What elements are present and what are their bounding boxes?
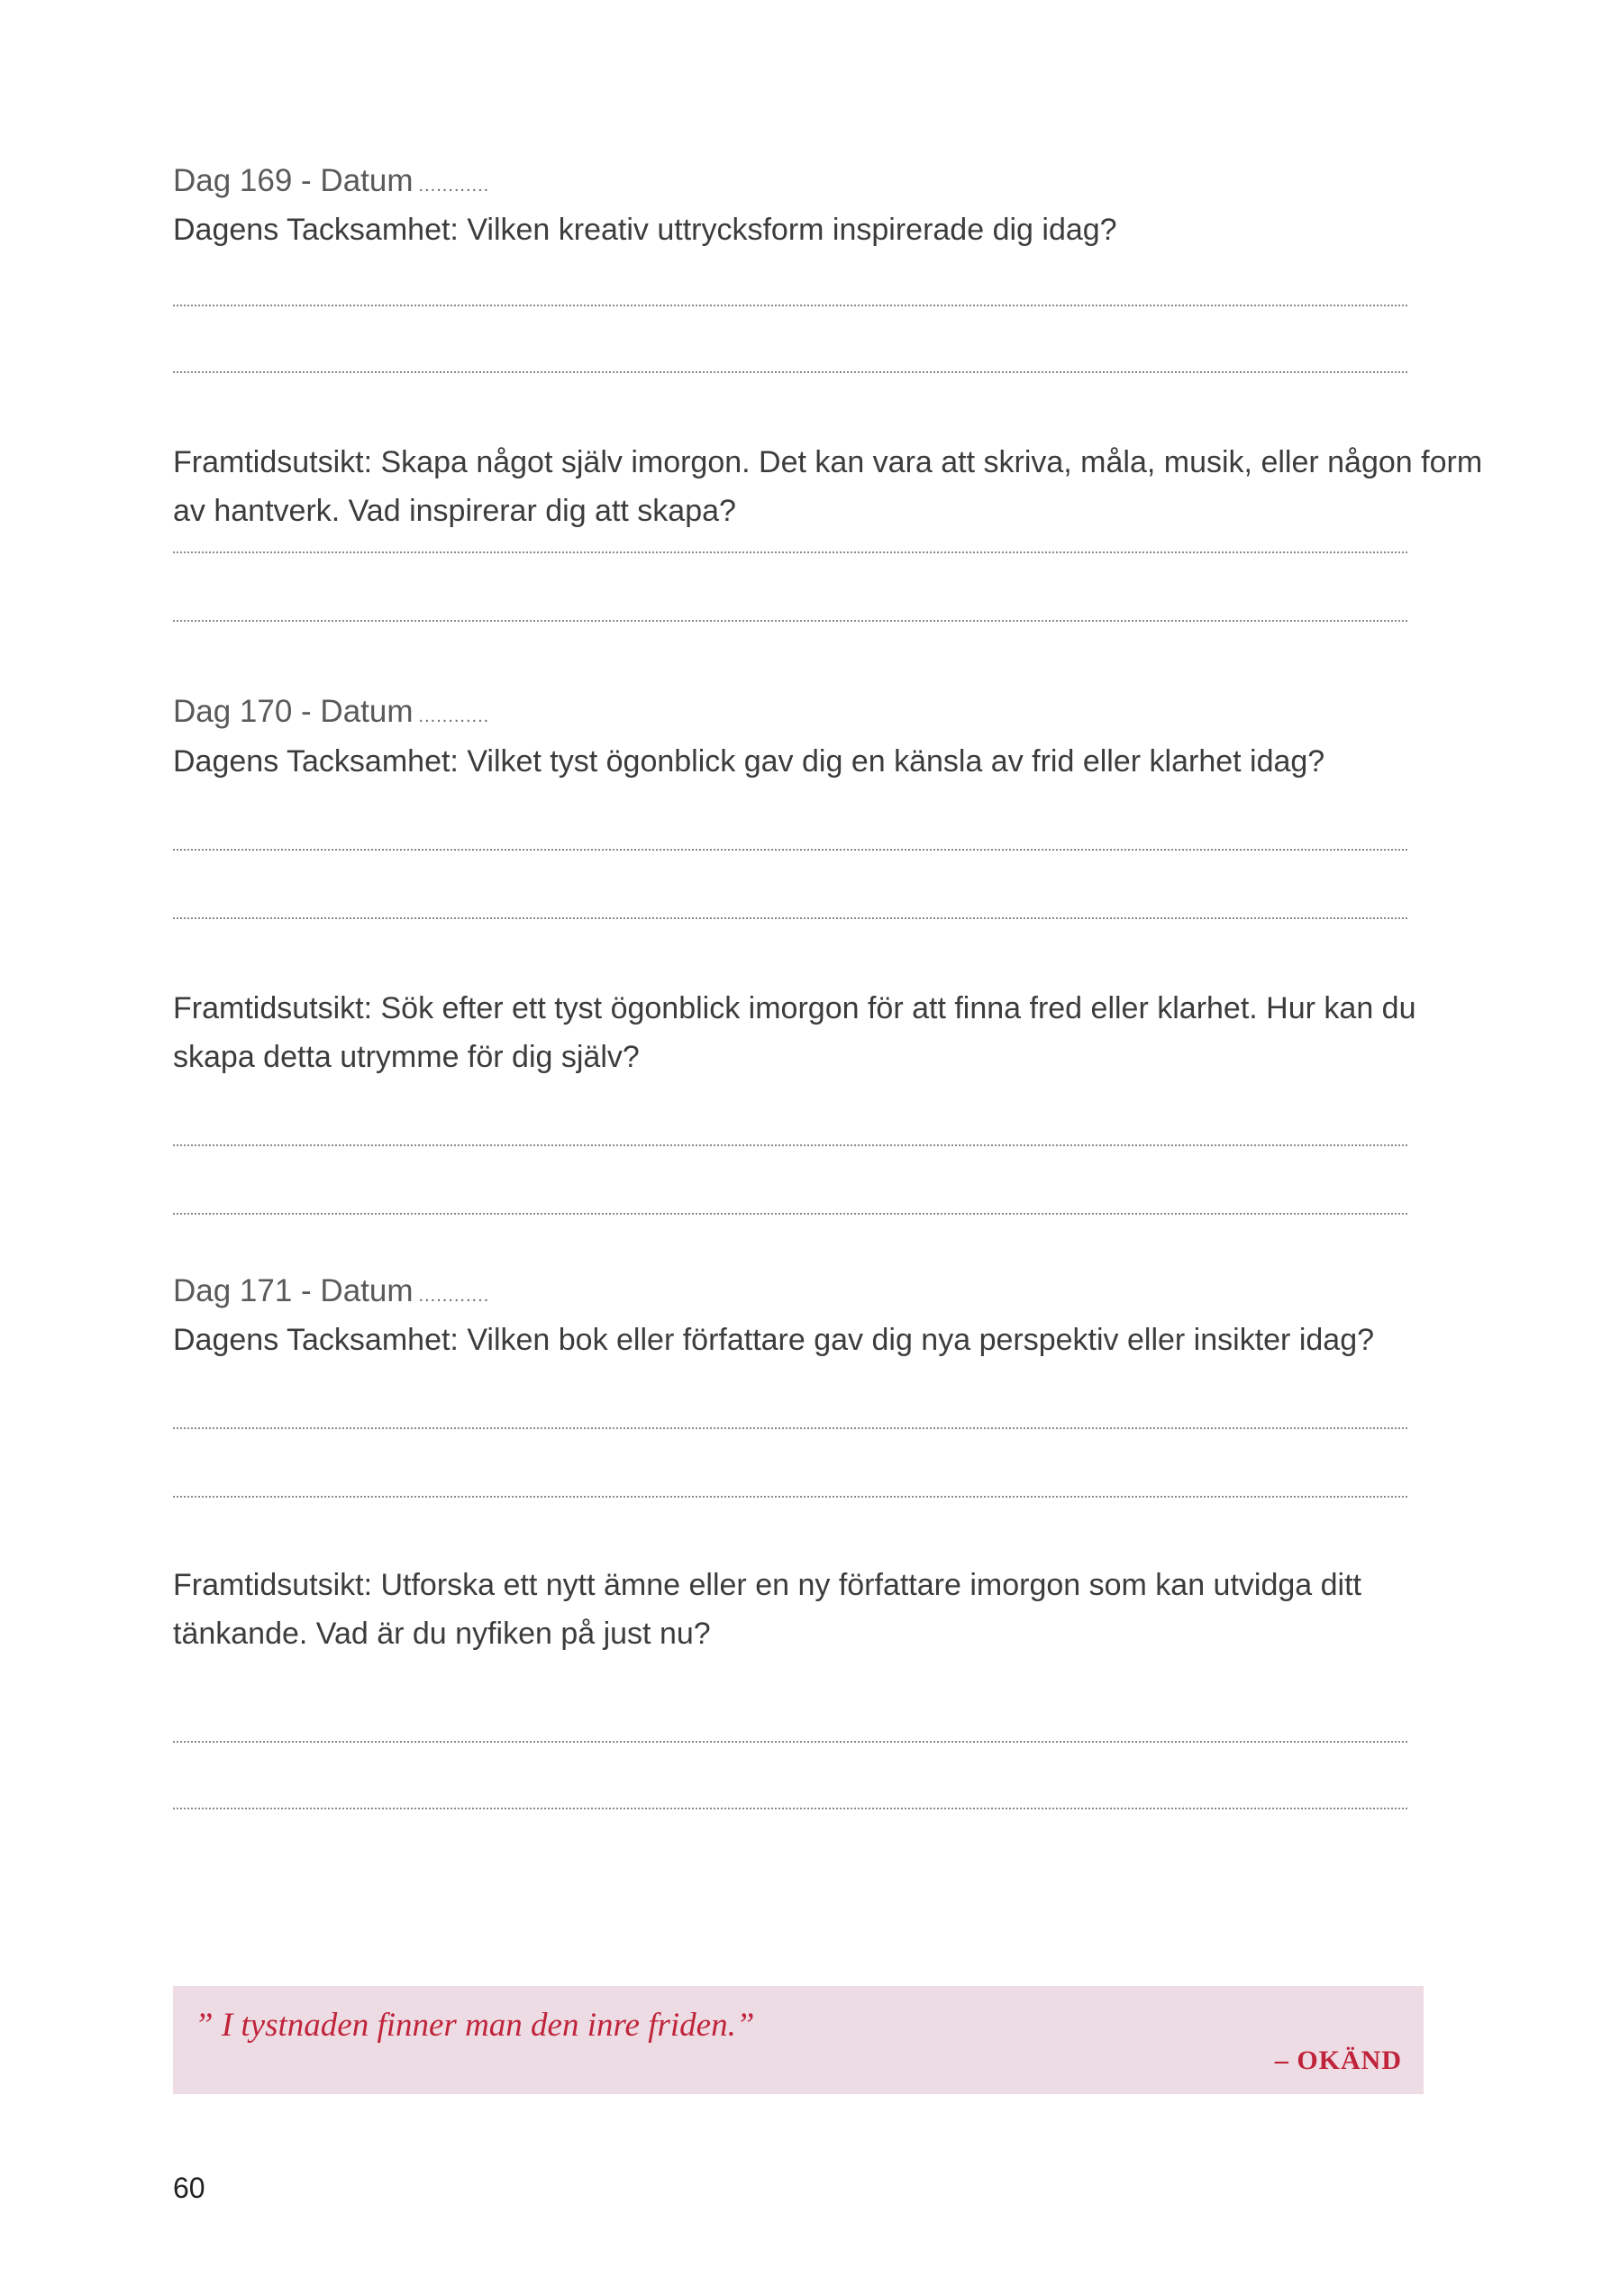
day-170-gratitude-prompt: Dagens Tacksamhet: Vilket tyst ögonblick gav dig en känsla av frid eller klarhet idag?	[173, 744, 1325, 779]
day-169-outlook-line-b[interactable]	[173, 620, 1407, 622]
quote-text: ” I tystnaden finner man den inre friden.”	[195, 2007, 755, 2044]
quote-box	[173, 1986, 1424, 2094]
day-170-outlook-line-2: skapa detta utrymme för dig själv?	[173, 1040, 640, 1074]
day-169-outlook-line-a[interactable]	[173, 551, 1407, 553]
day-171-outlook-line-2: tänkande. Vad är du nyfiken på just nu?	[173, 1617, 711, 1651]
day-169-answer-line-1[interactable]	[173, 305, 1407, 306]
day-169-date-blank: ............	[418, 176, 490, 196]
day-170-outlook-line-a[interactable]	[173, 1144, 1407, 1146]
day-169-heading	[173, 159, 489, 208]
day-170-date-blank: ............	[418, 706, 490, 726]
day-171-outlook-line-b[interactable]	[173, 1808, 1407, 1809]
day-169-gratitude-prompt: Dagens Tacksamhet: Vilken kreativ uttrycksform inspirerade dig idag?	[173, 213, 1117, 247]
day-171-answer-line-2[interactable]	[173, 1496, 1407, 1498]
day-171-title: Dag 171 - Datum	[173, 1273, 414, 1308]
day-171-heading	[173, 1269, 489, 1318]
day-169-title: Dag 169 - Datum	[173, 163, 414, 198]
day-169-outlook-line-1: Framtidsutsikt: Skapa något själv imorgon. Det kan vara att skriva, måla, musik, eller någon form	[173, 445, 1483, 479]
day-171-date-blank: ............	[418, 1286, 490, 1306]
day-169-answer-line-2[interactable]	[173, 371, 1407, 373]
page-number: 60	[173, 2172, 205, 2204]
quote-author: – OKÄND	[1274, 2045, 1402, 2075]
day-169-outlook-line-2: av hantverk. Vad inspirerar dig att skapa?	[173, 494, 736, 528]
day-171-outlook-line-1: Framtidsutsikt: Utforska ett nytt ämne eller en ny författare imorgon som kan utvidga ditt	[173, 1568, 1361, 1602]
day-171-answer-line-1[interactable]	[173, 1427, 1407, 1429]
day-170-answer-line-1[interactable]	[173, 849, 1407, 851]
day-170-answer-line-2[interactable]	[173, 917, 1407, 919]
day-170-outlook-line-b[interactable]	[173, 1213, 1407, 1215]
day-170-title: Dag 170 - Datum	[173, 694, 414, 729]
day-171-outlook-line-a[interactable]	[173, 1741, 1407, 1743]
day-170-outlook-line-1: Framtidsutsikt: Sök efter ett tyst ögonblick imorgon för att finna fred eller klarhet. Hur kan du	[173, 991, 1416, 1025]
day-170-heading	[173, 689, 489, 739]
day-171-gratitude-prompt: Dagens Tacksamhet: Vilken bok eller författare gav dig nya perspektiv eller insikter idag?	[173, 1323, 1375, 1357]
